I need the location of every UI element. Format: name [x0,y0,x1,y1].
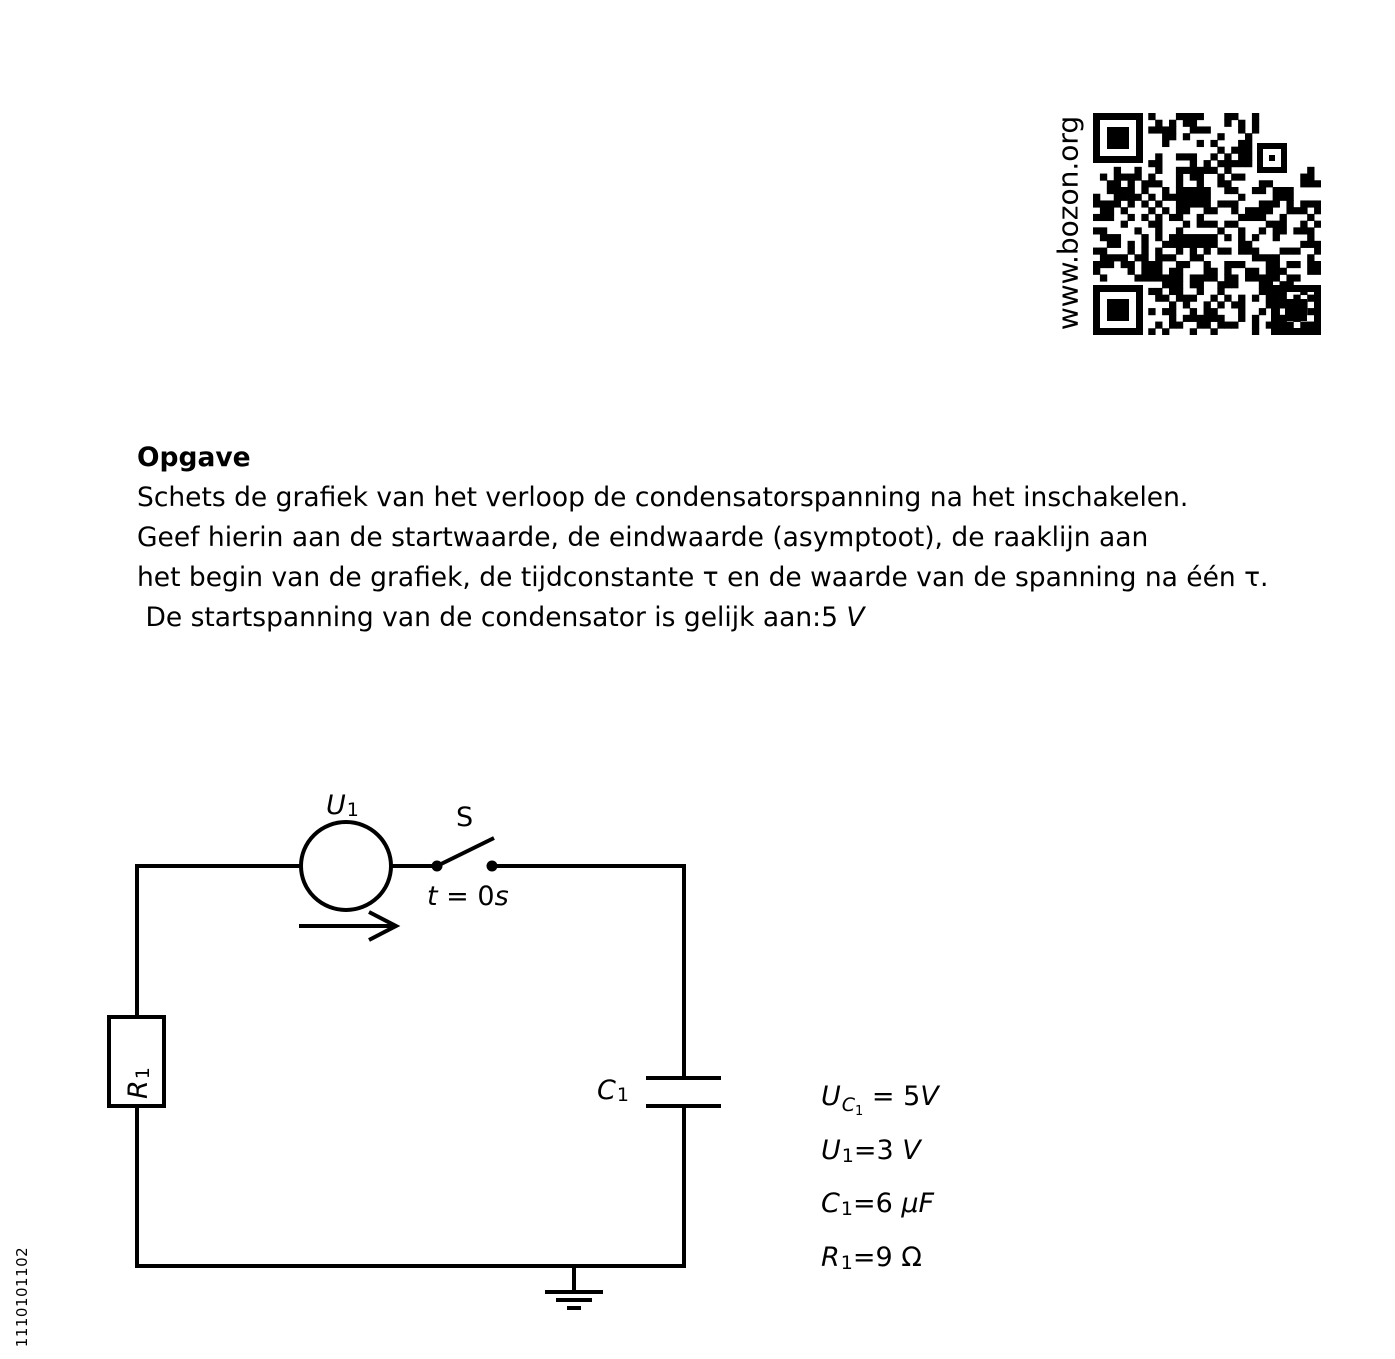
task-line-3: het begin van de grafiek, de tijdconstante τ en de waarde van de spanning na één τ. [137,562,1269,593]
task-line-2: Geef hierin aan de startwaarde, de eindwaarde (asymptoot), de raaklijn aan [137,522,1149,553]
task-line-1: Schets de grafiek van het verloop de condensatorspanning na het inschakelen. [137,482,1189,513]
value-c1: C1=6 μF [821,1188,935,1220]
capacitor-label: C1 [597,1075,629,1106]
value-r1: R1=9 Ω [821,1242,922,1274]
value-uc: $U_C1 = 5V$ [821,1081,939,1119]
website-label: www.bozon.org [1051,115,1085,331]
switch-time-label: t = 0s [427,881,509,912]
resistor-symbol [109,1017,164,1106]
start-unit: V [846,602,865,633]
start-text: De startspanning van de condensator is gelijk aan: [145,602,822,633]
current-arrow-icon [299,912,396,940]
task-title: Opgave [137,442,251,473]
svg-text:U1: U1 [326,790,359,821]
start-value: 5 [821,602,838,633]
voltage-source-symbol [301,790,391,910]
switch-symbol [427,802,509,912]
value-u1: U1=3 V [821,1135,921,1167]
ground-icon [545,1266,603,1308]
exercise-code: 1110101102 [13,1246,31,1348]
resistor-label: R1 [123,1067,154,1099]
given-values [821,1081,941,1274]
capacitor-symbol [597,1075,721,1106]
switch-label: S [456,802,474,833]
